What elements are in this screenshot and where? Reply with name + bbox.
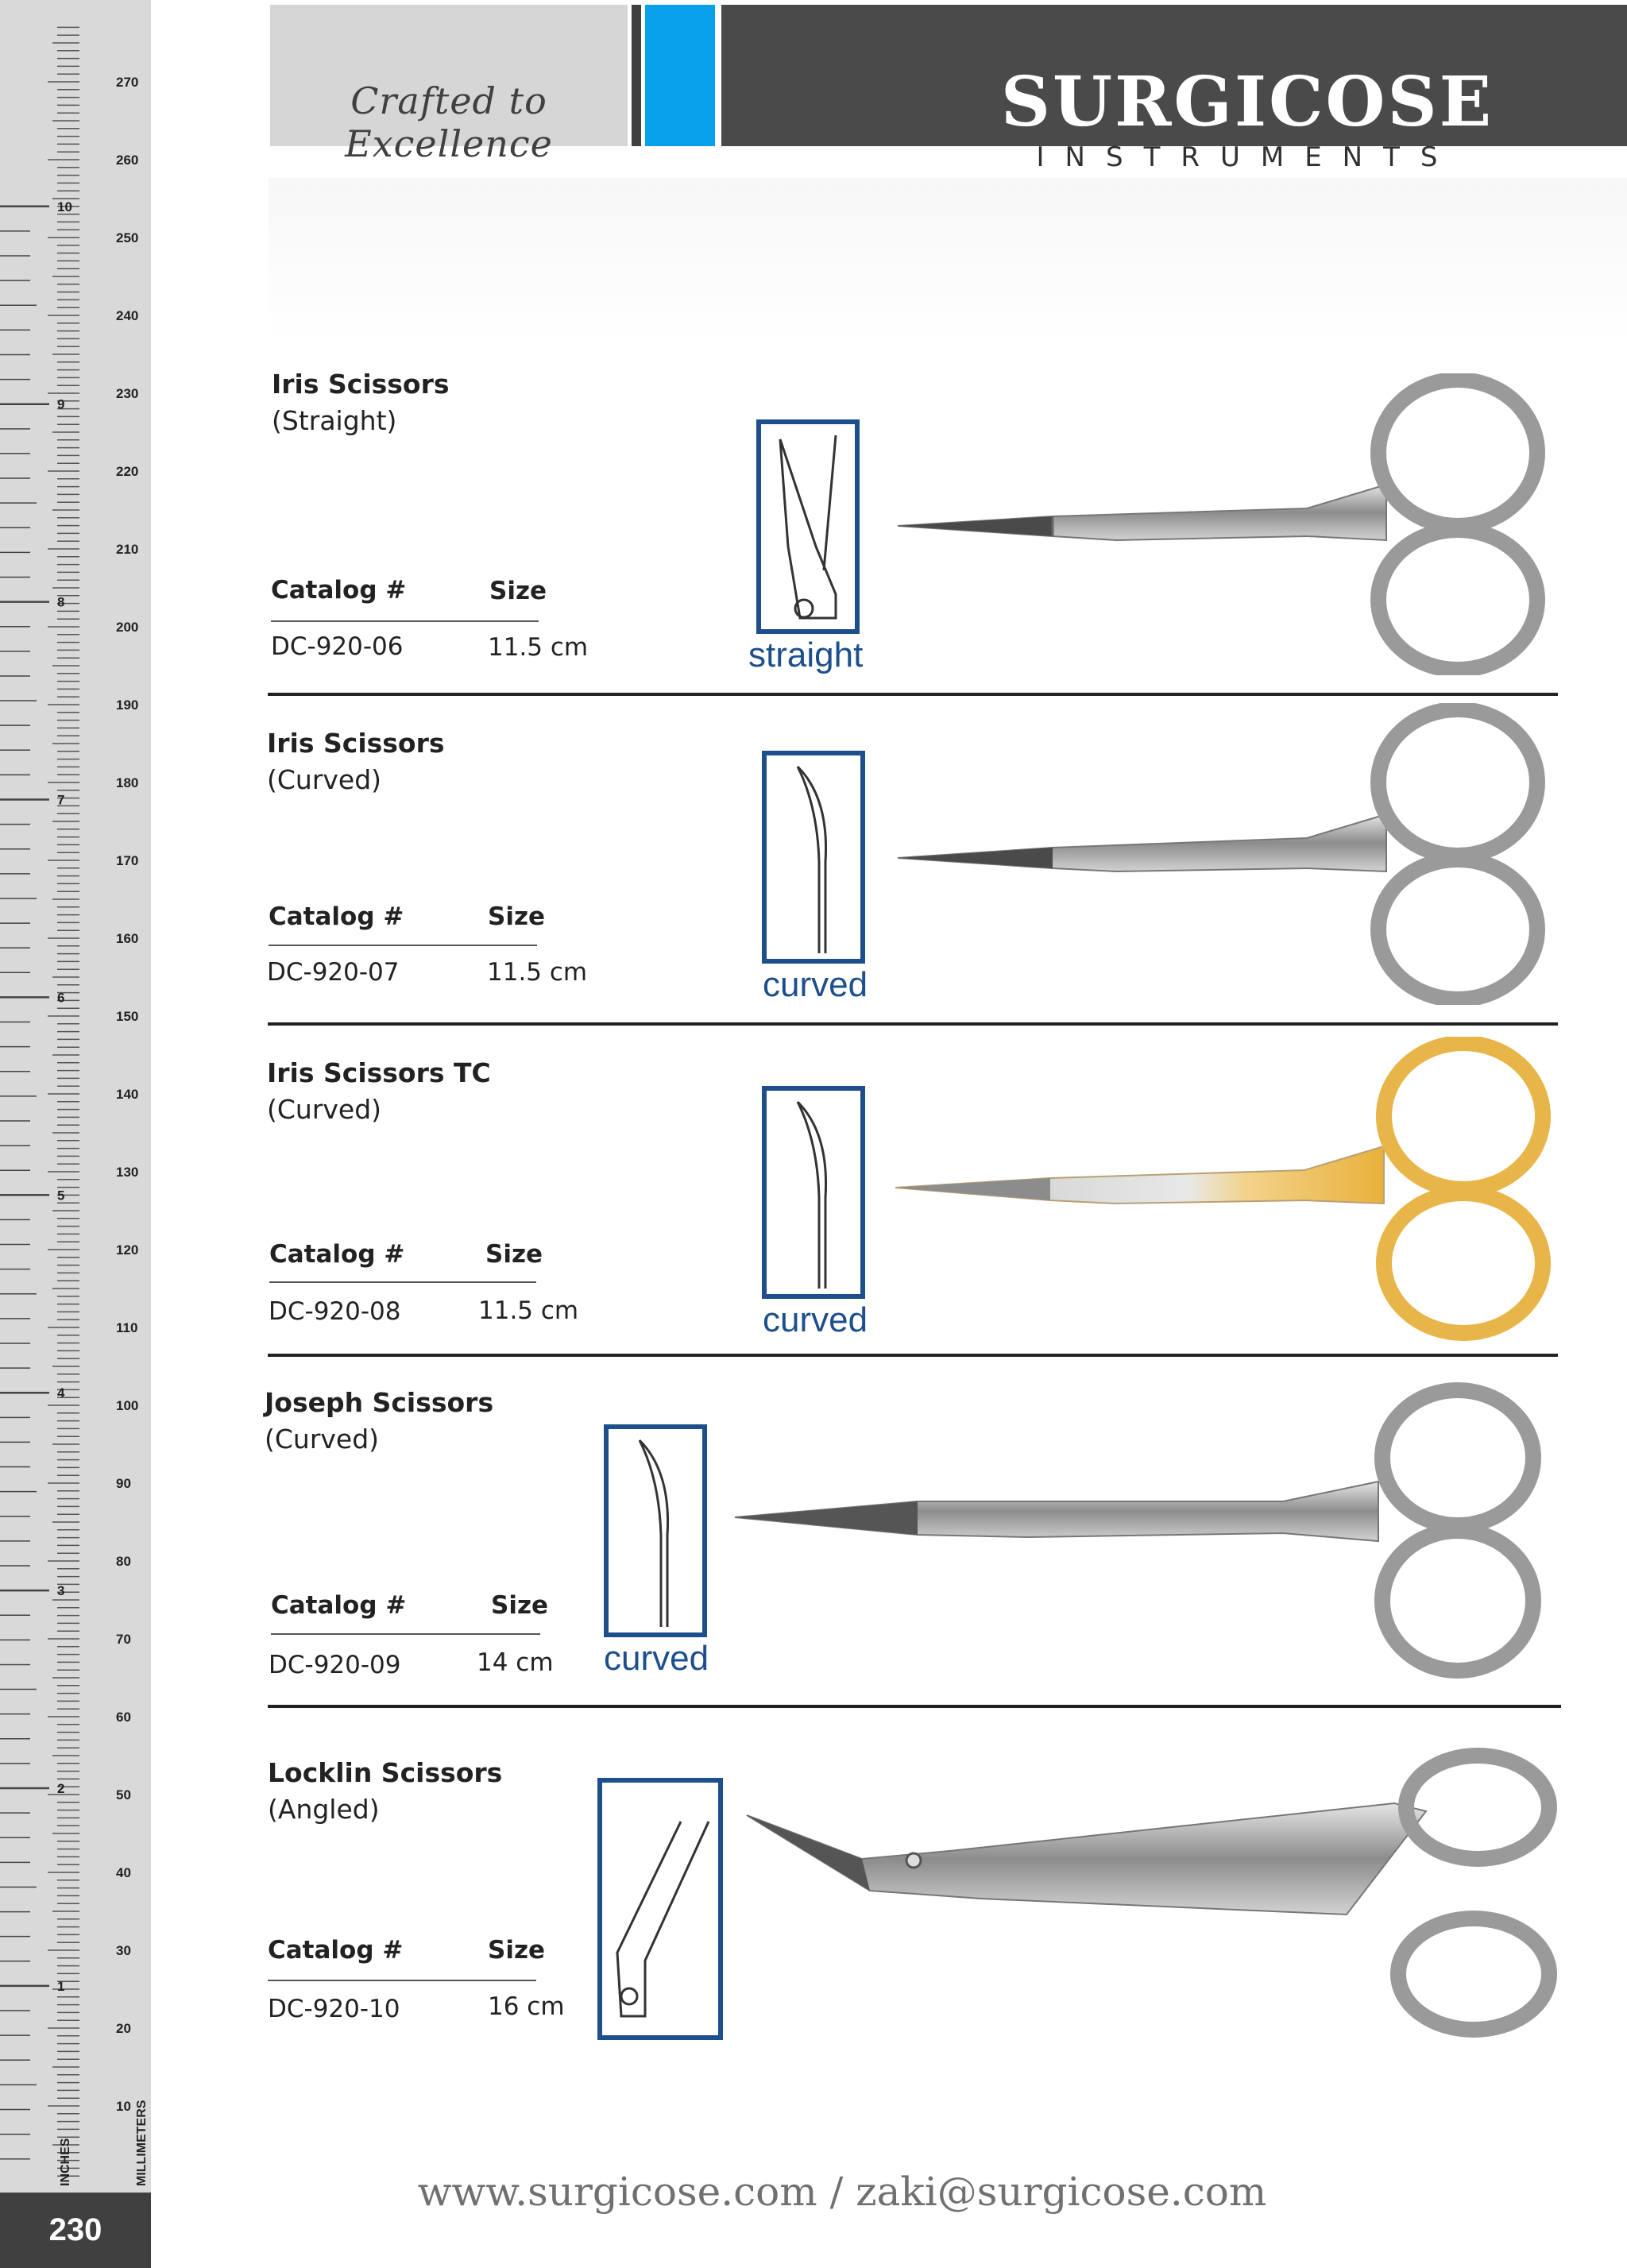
product-variant: (Curved): [267, 764, 382, 795]
ruler: [0, 0, 151, 2268]
mm-label: 160: [116, 931, 139, 946]
size-value: 16 cm: [488, 1992, 565, 2021]
scissors-photo-angled: [743, 1748, 1561, 2042]
size-value: 11.5 cm: [488, 633, 589, 662]
row-separator: [268, 1022, 1558, 1026]
catalog-number: DC-920-09: [269, 1651, 401, 1679]
mm-label: 110: [116, 1320, 138, 1335]
curved-tip-diagram: [762, 751, 865, 964]
catalog-number: DC-920-07: [267, 958, 400, 987]
mm-label: 10: [116, 2099, 131, 2114]
tagline: Crafted to Excellence: [345, 79, 553, 165]
catalog-number: DC-920-08: [269, 1297, 401, 1326]
mm-label: 80: [116, 1554, 131, 1569]
curved-tip-diagram: [604, 1424, 707, 1637]
mm-label: 190: [116, 697, 139, 713]
scissors-photo: [727, 1382, 1557, 1684]
size-value: 11.5 cm: [487, 958, 588, 987]
size-label: Size: [485, 1240, 543, 1269]
mm-label: 120: [116, 1242, 139, 1258]
scissors-photo: [894, 373, 1553, 675]
mm-label: 260: [116, 153, 139, 168]
product-variant: (Curved): [265, 1424, 380, 1455]
mm-label: 100: [116, 1398, 139, 1413]
inch-label: 10: [57, 199, 72, 214]
inch-label: 4: [57, 1385, 65, 1401]
mm-label: 230: [116, 386, 139, 401]
mm-label: 20: [116, 2021, 131, 2036]
header-shade: [269, 178, 1627, 345]
catalog-label: Catalog #: [271, 576, 407, 605]
spec-underline: [271, 1633, 540, 1635]
inch-label: 7: [57, 792, 65, 808]
row-separator: [268, 1705, 1561, 1708]
inch-label: 5: [57, 1188, 65, 1204]
catalog-label: Catalog #: [268, 1936, 404, 1965]
mm-label: 220: [116, 464, 139, 479]
mm-label: 170: [116, 853, 139, 868]
product-variant: (Curved): [267, 1094, 382, 1125]
product-name: Iris Scissors TC: [267, 1057, 491, 1088]
size-label: Size: [488, 902, 546, 931]
product-variant: (Straight): [272, 405, 397, 436]
page-number: 230: [48, 2212, 102, 2247]
mm-label: 90: [116, 1476, 131, 1491]
size-label: Size: [488, 1936, 546, 1965]
inch-label: 8: [57, 594, 65, 610]
scissors-photo: [894, 703, 1553, 1005]
mm-label: 60: [116, 1710, 131, 1725]
mm-label: 180: [116, 775, 139, 790]
catalog-label: Catalog #: [269, 1240, 405, 1269]
tip-type-label: curved: [604, 1639, 709, 1678]
catalog-label: Catalog #: [271, 1591, 407, 1620]
tip-type-label: straight: [748, 636, 864, 674]
row-separator: [268, 1354, 1558, 1357]
straight-tip-diagram: [756, 419, 860, 634]
scissors-photo-gold: [891, 1037, 1559, 1343]
size-label: Size: [491, 1591, 549, 1620]
tip-type-label: curved: [763, 1300, 868, 1339]
spec-underline: [271, 620, 539, 622]
product-name: Iris Scissors: [267, 728, 445, 759]
catalog-number: DC-920-06: [271, 632, 404, 661]
mm-label: 140: [116, 1087, 139, 1102]
mm-label: 250: [116, 230, 139, 245]
inches-axis-title: INCHES: [59, 2138, 72, 2186]
footer-contact: www.surgicose.com / zaki@surgicose.com: [417, 2169, 1267, 2215]
ruler-scale: [0, 0, 151, 2193]
catalog-number: DC-920-10: [268, 1995, 400, 2023]
spec-underline: [269, 1281, 536, 1283]
spec-underline: [269, 945, 537, 946]
mm-label: 270: [116, 75, 139, 90]
product-name: Joseph Scissors: [265, 1387, 494, 1418]
brand-subtitle: INSTRUMENTS: [1036, 141, 1459, 173]
inch-label: 9: [57, 396, 65, 412]
size-value: 14 cm: [477, 1648, 554, 1677]
spec-underline: [268, 1980, 536, 1981]
product-name: Locklin Scissors: [268, 1757, 503, 1788]
product-name: Iris Scissors: [272, 369, 450, 400]
catalog-label: Catalog #: [269, 902, 404, 931]
mm-label: 70: [116, 1632, 131, 1647]
brand-logo-text: SURGICOSE: [1000, 62, 1494, 142]
angled-tip-diagram: [597, 1778, 723, 2040]
mm-label: 30: [116, 1943, 131, 1958]
header-stripe-dark: [632, 5, 641, 146]
tip-type-label: curved: [763, 965, 868, 1004]
curved-tip-diagram: [762, 1086, 865, 1299]
product-variant: (Angled): [268, 1794, 380, 1825]
millimeters-axis-title: MILLIMETERS: [135, 2100, 149, 2186]
mm-label: 40: [116, 1865, 131, 1880]
size-value: 11.5 cm: [478, 1296, 579, 1325]
inch-label: 1: [57, 1978, 65, 1994]
mm-label: 130: [116, 1165, 139, 1180]
inch-label: 2: [57, 1781, 65, 1796]
mm-label: 210: [116, 542, 139, 557]
mm-label: 240: [116, 308, 139, 323]
row-separator: [268, 693, 1558, 696]
inch-label: 3: [57, 1583, 65, 1599]
mm-label: 50: [116, 1787, 131, 1802]
header-stripe-blue: [645, 5, 715, 146]
inch-label: 6: [57, 990, 65, 1006]
mm-label: 150: [116, 1009, 139, 1024]
mm-label: 200: [116, 620, 139, 635]
size-label: Size: [489, 577, 547, 605]
